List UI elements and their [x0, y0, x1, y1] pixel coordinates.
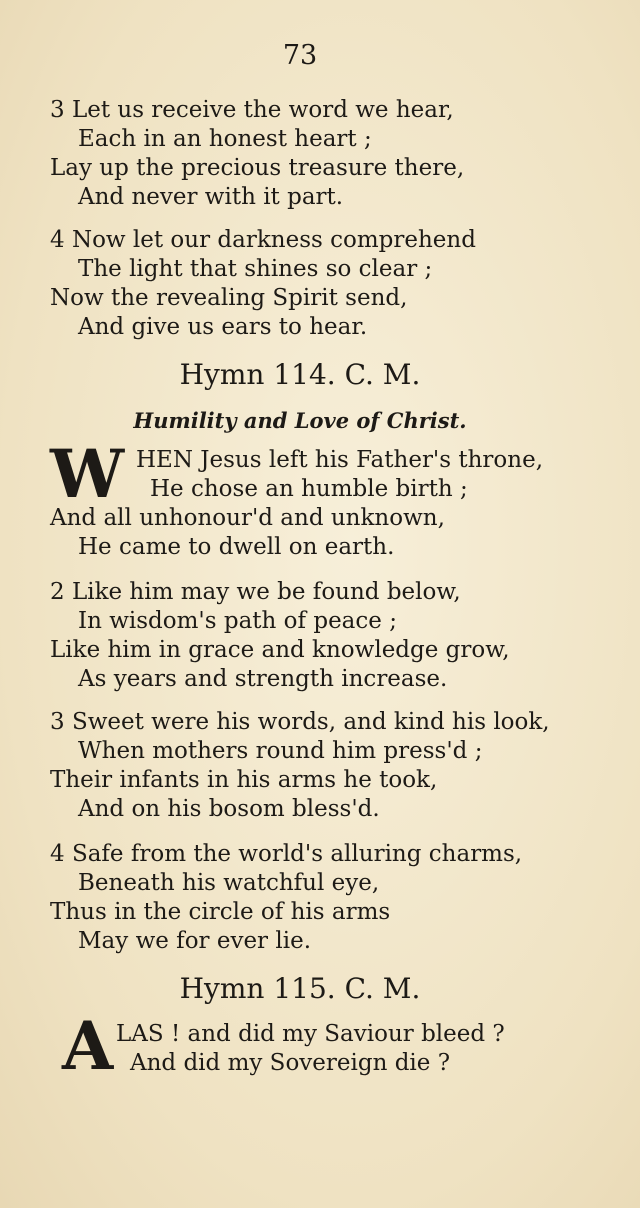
hymn-115-title: Hymn 115. C. M. [179, 972, 421, 1005]
hymn-114-verse-1 [50, 435, 610, 562]
drop-cap-w: W [50, 435, 125, 513]
verse-line: Like him in grace and knowledge grow, [50, 637, 510, 663]
verse-line: 3 Let us receive the word we hear, [50, 97, 454, 123]
page-number: 73 [282, 40, 318, 71]
verse-line: And on his bosom bless'd. [78, 796, 380, 822]
hymn-114-title: Hymn 114. C. M. [179, 358, 421, 391]
verse-line: LAS ! and did my Saviour bleed ? [116, 1021, 505, 1047]
hymn-114-verse-2 [50, 578, 610, 694]
verse-line: Beneath his watchful eye, [78, 870, 380, 896]
verse-4 [50, 226, 610, 342]
verse-line: HEN Jesus left his Father's throne, [136, 447, 544, 473]
verse-line: And all unhonour'd and unknown, [50, 505, 445, 531]
verse-line: 3 Sweet were his words, and kind his look, [50, 709, 550, 735]
verse-line: Their infants in his arms he took, [50, 767, 438, 793]
verse-line: 4 Safe from the world's alluring charms, [50, 841, 523, 867]
verse-line: 2 Like him may we be found below, [50, 579, 461, 605]
verse-line: Lay up the precious treasure there, [50, 155, 465, 181]
hymn-115-verse-1 [50, 1020, 610, 1078]
verse-line: And never with it part. [78, 184, 344, 210]
verse-line: When mothers round him press'd ; [78, 738, 483, 764]
verse-3 [50, 96, 610, 212]
hymn-114-subtitle: Humility and Love of Christ. [133, 408, 467, 433]
verse-line: In wisdom's path of peace ; [78, 608, 397, 634]
verse-line: Thus in the circle of his arms [50, 899, 391, 925]
verse-line: Each in an honest heart ; [78, 126, 372, 152]
verse-line: May we for ever lie. [78, 928, 311, 954]
verse-line: As years and strength increase. [78, 666, 448, 692]
verse-line: The light that shines so clear ; [78, 256, 433, 282]
verse-line: And give us ears to hear. [78, 314, 368, 340]
verse-line: And did my Sovereign die ? [130, 1050, 451, 1076]
verse-line: Now the revealing Spirit send, [50, 285, 408, 311]
hymn-114-verse-3 [50, 708, 610, 824]
drop-cap-a: A [62, 1007, 114, 1085]
verse-line: 4 Now let our darkness comprehend [50, 227, 476, 253]
verse-line: He chose an humble birth ; [150, 476, 468, 502]
verse-line: He came to dwell on earth. [78, 534, 395, 560]
hymn-114-verse-4 [50, 840, 610, 956]
